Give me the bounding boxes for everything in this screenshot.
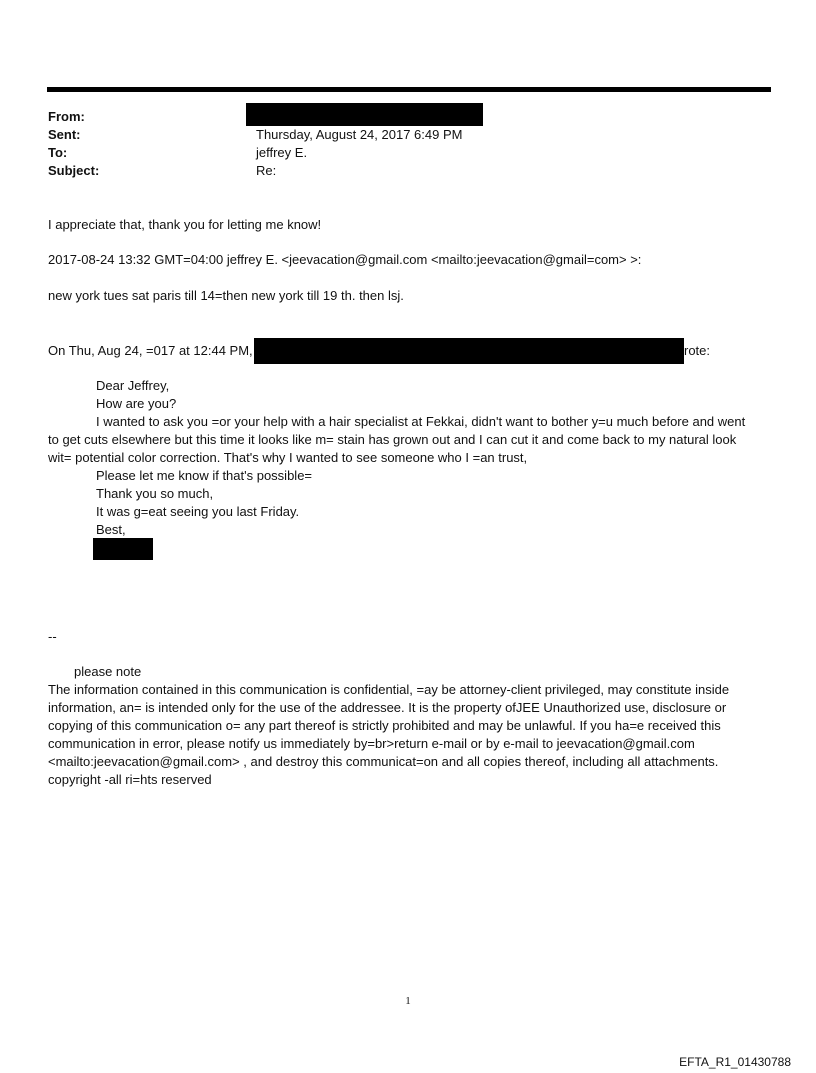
subject-label: Subject: bbox=[48, 163, 100, 178]
please-note: please note bbox=[74, 664, 142, 679]
to-value: jeffrey E. bbox=[256, 145, 308, 160]
redaction-signature bbox=[93, 538, 153, 560]
quote2-header bbox=[48, 342, 253, 360]
page-number: 1 bbox=[405, 995, 411, 1007]
quote2-header-prefix: On Thu, Aug 24, =017 at 12:44 PM, bbox=[48, 343, 253, 358]
how-are-you: How are you? bbox=[96, 396, 177, 411]
notice-text: The information contained in this communication is confidential, =ay be attorney-client privileged, may constitute inside information, an= is intended only for the use of the addressee. It is the property ofJEE Unauthorized use, disclosure or copying of this communication o= any part thereof is strictly prohibited and may be unlawful. If you ha=e received this communication in error, please notify us immediately by=br>return e-mail or by e-mail to jeevacation@gmail.com <mailto:jeevacation@gmail.com> , and destroy this communicat=on and all copies thereof, including all attachments. copyright -all ri=hts reserved bbox=[48, 682, 730, 787]
redaction-from bbox=[246, 103, 483, 126]
to-label: To: bbox=[48, 145, 68, 160]
confidentiality-notice bbox=[48, 663, 773, 789]
to-row bbox=[48, 144, 748, 162]
header-rule bbox=[47, 87, 771, 92]
greeting: Dear Jeffrey, bbox=[96, 378, 170, 393]
thanks-line: Thank you so much, bbox=[96, 486, 214, 501]
quoted-message bbox=[48, 377, 748, 539]
quote1-header: 2017-08-24 13:32 GMT=04:00 jeffrey E. <jeevacation@gmail.com <mailto:jeevacation@gmail=com> >: bbox=[48, 252, 642, 267]
please-line: Please let me know if that's possible= bbox=[96, 468, 313, 483]
subject-row bbox=[48, 162, 748, 180]
bates-number: EFTA_R1_01430788 bbox=[679, 1055, 791, 1069]
redaction-sender bbox=[254, 338, 684, 364]
reply-text: I appreciate that, thank you for letting me know! bbox=[48, 217, 322, 232]
sent-row bbox=[48, 126, 748, 144]
signature-separator: -- bbox=[48, 629, 57, 644]
from-label: From: bbox=[48, 109, 85, 124]
quote2-header-suffix: rote: bbox=[684, 343, 711, 358]
request-paragraph-text: I wanted to ask you =or your help with a hair specialist at Fekkai, didn't want to bother y=u much before and went to get cuts elsewhere but this time it looks like m= stain has grown out and I can cut it and come back to my natural look wit= potential color correction. That's why I wanted to see someone who I =an trust, bbox=[48, 414, 746, 465]
sent-value: Thursday, August 24, 2017 6:49 PM bbox=[256, 127, 463, 142]
subject-value: Re: bbox=[256, 163, 277, 178]
best-line: Best, bbox=[96, 522, 126, 537]
sent-label: Sent: bbox=[48, 127, 81, 142]
request-paragraph bbox=[48, 413, 748, 467]
great-line: It was g=eat seeing you last Friday. bbox=[96, 504, 300, 519]
quote1-body: new york tues sat paris till 14=then new york till 19 th. then lsj. bbox=[48, 288, 404, 303]
